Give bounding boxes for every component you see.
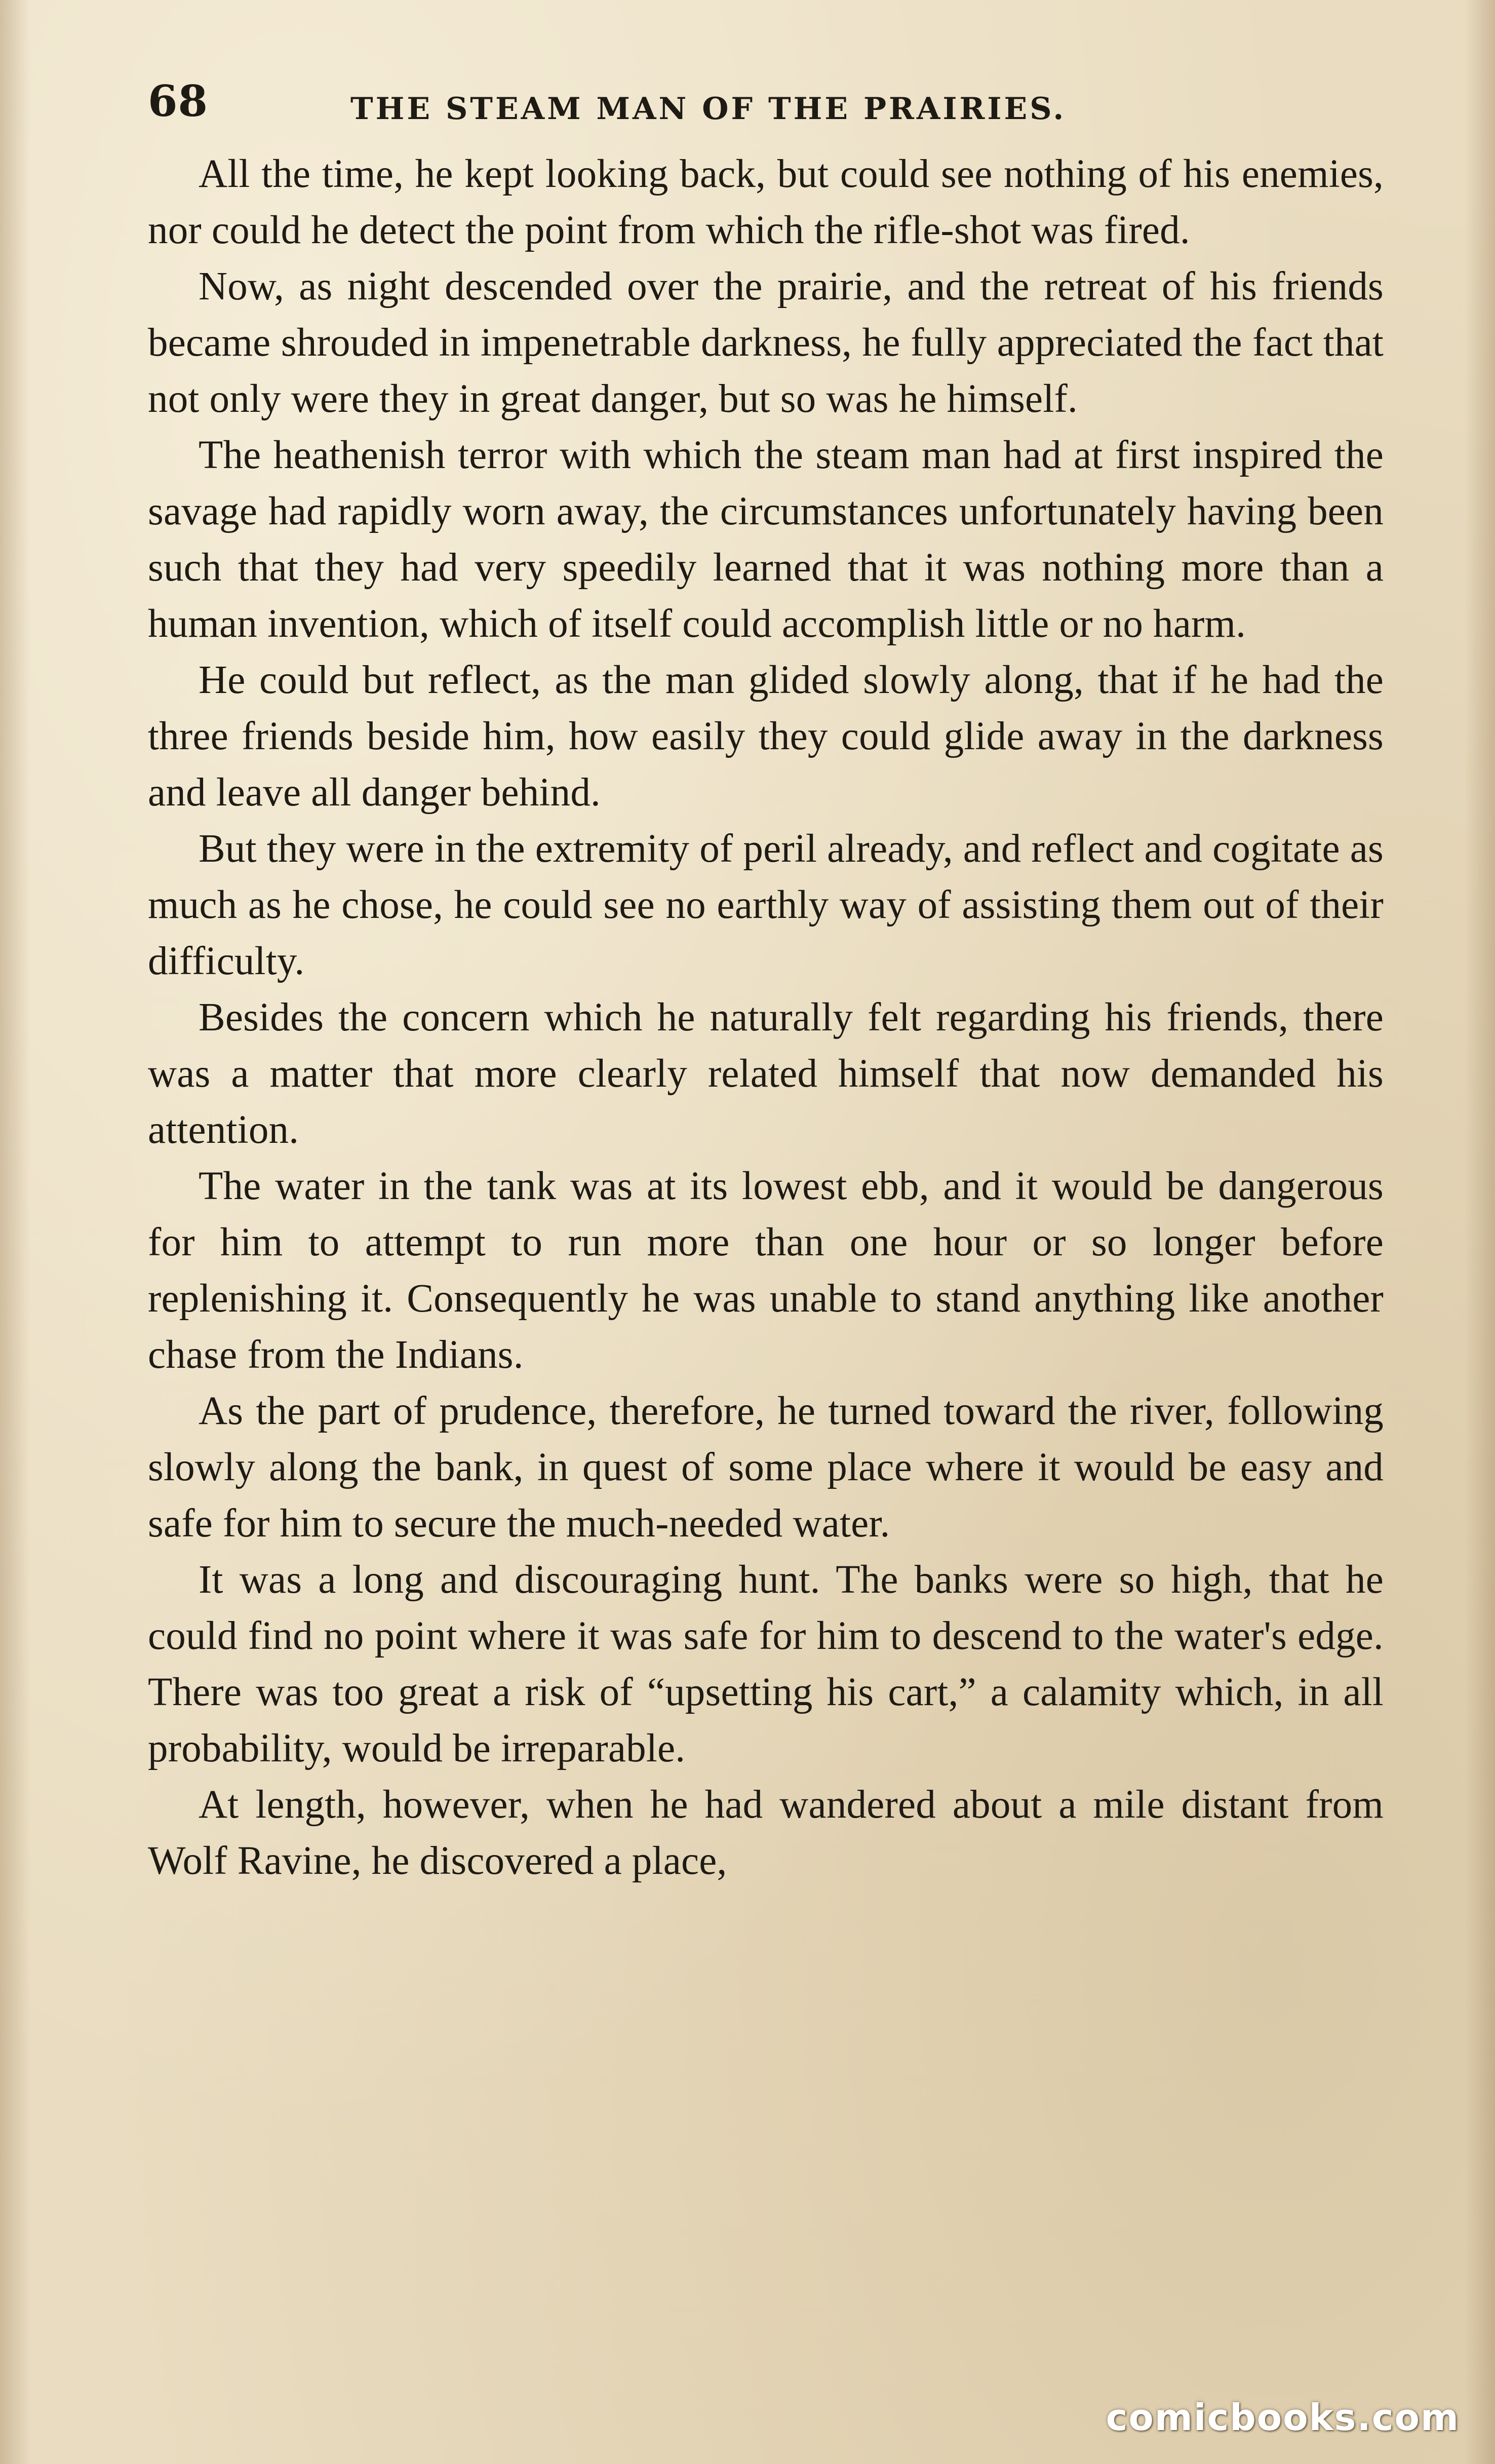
- running-title: THE STEAM MAN OF THE PRAIRIES.: [350, 91, 1067, 127]
- book-page: [148, 76, 1384, 2386]
- body-text: [148, 146, 1384, 1889]
- paragraph: Besides the concern which he naturally felt regarding his friends, there was a matter that more clearly related himself that now demanded his attention.: [148, 995, 1384, 1152]
- page-edge-right: [1465, 0, 1495, 2464]
- paragraph: It was a long and discouraging hunt. The banks were so high, that he could find no point where it was safe for him to descend to the water's edge. There was too great a risk of “upsetting his cart,” a calamity which, in all probability, would be irreparable.: [148, 1558, 1384, 1770]
- watermark-text: comicbooks.com: [1106, 2396, 1460, 2439]
- paragraph: He could but reflect, as the man glided slowly along, that if he had the three friends beside him, how easily they could glide away in the darkness and leave all danger behind.: [148, 658, 1384, 815]
- paragraph: The heathenish terror with which the steam man had at first inspired the savage had rapidly worn away, the circumstances unfortunately having been such that they had very speedily learned that it was nothing more than a human invention, which of itself could accomplish little or no harm.: [148, 433, 1384, 646]
- page-number: 68: [148, 76, 208, 126]
- page-header: [148, 76, 1384, 142]
- paragraph: At length, however, when he had wandered about a mile distant from Wolf Ravine, he discovered a place,: [148, 1783, 1384, 1883]
- paragraph: But they were in the extremity of peril already, and reflect and cogitate as much as he chose, he could see no earthly way of assisting them out of their difficulty.: [148, 827, 1384, 983]
- page-edge-left: [0, 0, 30, 2464]
- paragraph: As the part of prudence, therefore, he turned toward the river, following slowly along the bank, in quest of some place where it would be easy and safe for him to secure the much-needed water.: [148, 1389, 1384, 1546]
- paragraph: The water in the tank was at its lowest ebb, and it would be dangerous for him to attempt to run more than one hour or so longer before replenishing it. Consequently he was unable to stand anything like another chase from the Indians.: [148, 1164, 1384, 1377]
- paragraph: All the time, he kept looking back, but could see nothing of his enemies, nor could he detect the point from which the rifle-shot was fired.: [148, 152, 1384, 252]
- paragraph: Now, as night descended over the prairie, and the retreat of his friends became shrouded in impenetrable darkness, he fully appreciated the fact that not only were they in great danger, but so was he himself.: [148, 264, 1384, 421]
